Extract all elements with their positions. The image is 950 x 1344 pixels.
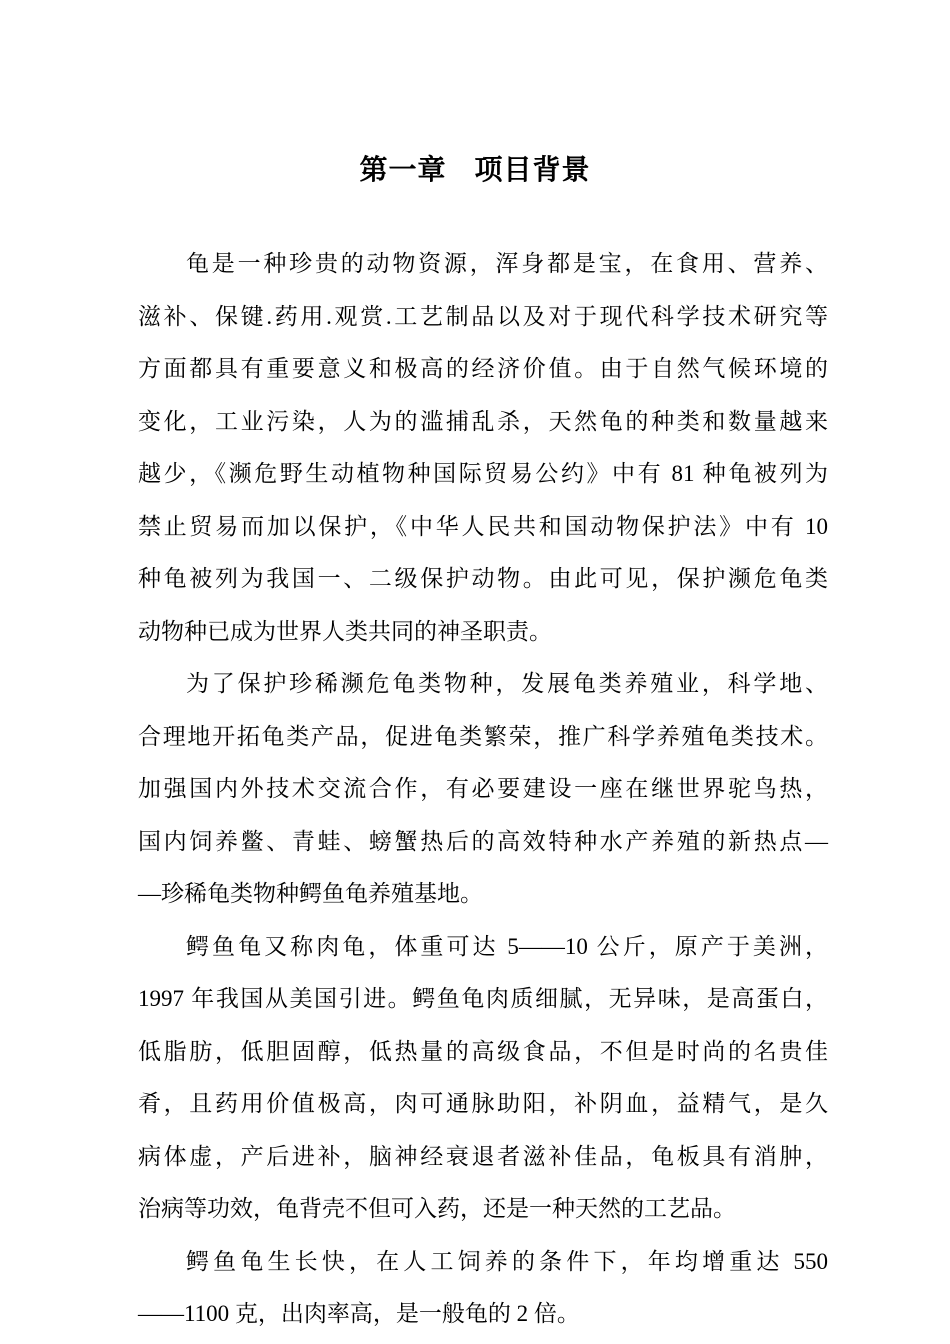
paragraph-line: 滋补、保键.药用.观赏.工艺制品以及对于现代科学技术研究等 <box>138 303 828 329</box>
paragraph-line: 加强国内外技术交流合作，有必要建设一座在继世界驼鸟热， <box>138 776 828 801</box>
body-text <box>138 238 828 1341</box>
paragraph-line: 方面都具有重要意义和极高的经济价值。由于自然气候环境的 <box>138 356 828 381</box>
paragraph-line: ——1100 克，出肉率高，是一般龟的 2 倍。 <box>138 1301 580 1326</box>
paragraph-3 <box>138 921 828 1236</box>
paragraph-line: 龟是一种珍贵的动物资源，浑身都是宝，在食用、营养、 <box>186 251 828 276</box>
paragraph-line: 合理地开拓龟类产品，促进龟类繁荣，推广科学养殖龟类技术。 <box>138 723 828 749</box>
chapter-title: 项目背景 <box>474 153 591 186</box>
paragraph-line: 国内饲养鳖、青蛙、螃蟹热后的高效特种水产养殖的新热点— <box>138 828 828 854</box>
paragraph-line: —珍稀龟类物种鳄鱼龟养殖基地。 <box>138 881 483 906</box>
chapter-heading <box>0 148 950 192</box>
paragraph-line: 低脂肪，低胆固醇，低热量的高级食品，不但是时尚的名贵佳 <box>138 1038 828 1064</box>
chapter-number: 第一章 <box>359 153 447 186</box>
paragraph-line: 种龟被列为我国一、二级保护动物。由此可见，保护濒危龟类 <box>138 566 828 591</box>
paragraph-line: 治病等功效，龟背壳不但可入药，还是一种天然的工艺品。 <box>138 1196 736 1221</box>
paragraph-line: 禁止贸易而加以保护，《中华人民共和国动物保护法》中有 10 <box>138 513 828 539</box>
paragraph-line: 病体虚，产后进补，脑神经衰退者滋补佳品，龟板具有消肿， <box>138 1143 828 1169</box>
paragraph-line: 动物种已成为世界人类共同的神圣职责。 <box>138 618 552 644</box>
paragraph-line: 鳄鱼龟又称肉龟，体重可达 5——10 公斤，原产于美洲， <box>186 933 828 959</box>
paragraph-line: 为了保护珍稀濒危龟类物种，发展龟类养殖业，科学地、 <box>186 671 828 696</box>
paragraph-line: 鳄鱼龟生长快，在人工饲养的条件下，年均增重达 550 <box>186 1248 828 1274</box>
paragraph-line: 1997 年我国从美国引进。鳄鱼龟肉质细腻，无异味，是高蛋白， <box>138 986 828 1011</box>
paragraph-line: 肴，且药用价值极高，肉可通脉助阳，补阴血，益精气，是久 <box>138 1091 828 1116</box>
paragraph-line: 变化，工业污染，人为的滥捕乱杀，天然龟的种类和数量越来 <box>138 408 828 434</box>
paragraph-4 <box>138 1236 828 1341</box>
paragraph-1 <box>138 238 828 658</box>
paragraph-line: 越少，《濒危野生动植物种国际贸易公约》中有 81 种龟被列为 <box>138 461 828 486</box>
paragraph-2 <box>138 658 828 921</box>
